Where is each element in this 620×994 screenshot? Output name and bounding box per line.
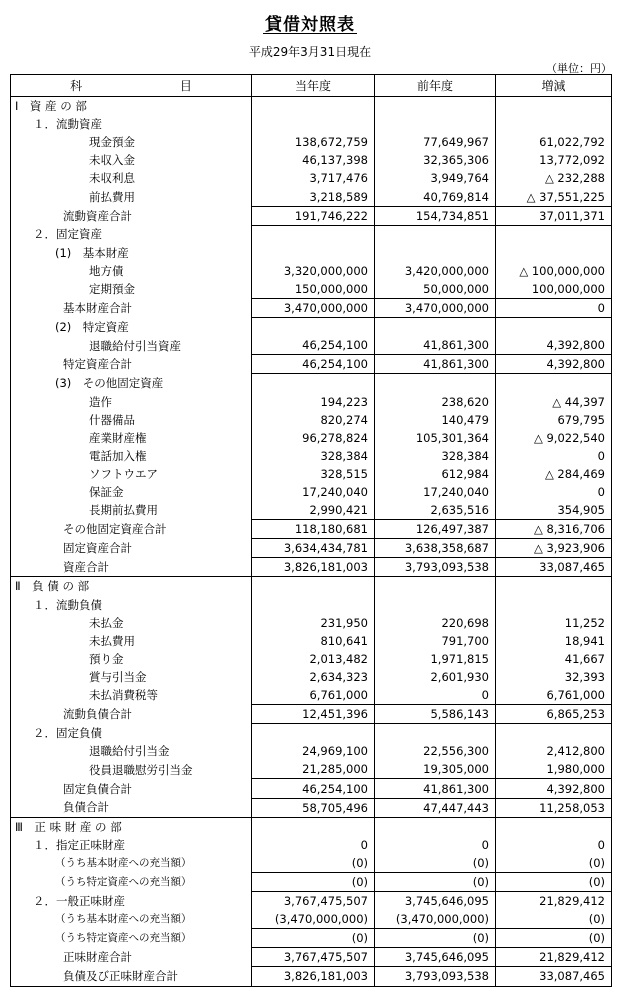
previous-year-value: 328,384	[375, 447, 496, 465]
change-value	[496, 244, 612, 262]
account-label: 什器備品	[11, 411, 252, 429]
change-value: 354,905	[496, 501, 612, 520]
current-year-value	[252, 244, 375, 262]
previous-year-value: 3,420,000,000	[375, 262, 496, 280]
previous-year-value: 2,635,516	[375, 501, 496, 520]
account-label: 未払金	[11, 614, 252, 632]
table-row	[11, 262, 612, 280]
previous-year-value: 22,556,300	[375, 742, 496, 760]
table-row	[11, 724, 612, 743]
change-value: 6,865,253	[496, 705, 612, 724]
current-year-value: 328,515	[252, 465, 375, 483]
change-value: 11,258,053	[496, 798, 612, 817]
account-label: 長期前払費用	[11, 501, 252, 520]
current-year-value: 24,969,100	[252, 742, 375, 760]
change-value	[496, 115, 612, 133]
previous-year-value	[375, 97, 496, 116]
current-year-value: 3,320,000,000	[252, 262, 375, 280]
table-row	[11, 225, 612, 244]
change-value: △ 8,316,706	[496, 520, 612, 539]
current-year-value: 6,761,000	[252, 686, 375, 705]
change-value	[496, 318, 612, 337]
previous-year-value: 238,620	[375, 393, 496, 411]
current-year-value: 3,767,475,507	[252, 892, 375, 911]
table-row	[11, 686, 612, 705]
current-year-value: 2,990,421	[252, 501, 375, 520]
account-label: 特定資産合計	[11, 355, 252, 374]
previous-year-value: 791,700	[375, 632, 496, 650]
previous-year-value: (0)	[375, 854, 496, 873]
previous-year-value	[375, 225, 496, 244]
current-year-value: 46,254,100	[252, 355, 375, 374]
account-label: 賞与引当金	[11, 668, 252, 686]
current-year-value: 21,285,000	[252, 760, 375, 779]
change-value: (0)	[496, 872, 612, 891]
account-header	[11, 75, 252, 97]
previous-year-value: 220,698	[375, 614, 496, 632]
previous-year-value: 40,769,814	[375, 187, 496, 206]
change-value: (0)	[496, 854, 612, 873]
previous-year-value: 3,793,093,538	[375, 967, 496, 986]
account-header-a: 科	[70, 79, 83, 93]
account-label: 未払消費税等	[11, 686, 252, 705]
change-value	[496, 596, 612, 614]
change-value: △ 37,551,225	[496, 187, 612, 206]
table-row	[11, 967, 612, 986]
change-value: 4,392,800	[496, 336, 612, 355]
table-row	[11, 374, 612, 393]
table-row	[11, 577, 612, 596]
current-year-value: 231,950	[252, 614, 375, 632]
account-label: Ⅲ 正 味 財 産 の 部	[11, 817, 252, 836]
table-row	[11, 393, 612, 411]
change-value: 33,087,465	[496, 558, 612, 577]
previous-year-value: 3,470,000,000	[375, 299, 496, 318]
current-year-value	[252, 318, 375, 337]
previous-year-value	[375, 318, 496, 337]
change-value	[496, 374, 612, 393]
account-label: Ⅱ 負 債 の 部	[11, 577, 252, 596]
previous-year-value	[375, 724, 496, 743]
title-underline	[263, 33, 357, 34]
change-value: 4,392,800	[496, 779, 612, 798]
account-label: 未収利息	[11, 169, 252, 187]
current-year-value: 2,013,482	[252, 650, 375, 668]
previous-year-value: 3,745,646,095	[375, 892, 496, 911]
account-label: （うち特定資産への充当額）	[11, 929, 252, 948]
previous-year-value: 41,861,300	[375, 336, 496, 355]
current-year-value: 96,278,824	[252, 429, 375, 447]
table-row	[11, 151, 612, 169]
table-row	[11, 299, 612, 318]
change-value: (0)	[496, 929, 612, 948]
table-row	[11, 429, 612, 447]
previous-year-value: 2,601,930	[375, 668, 496, 686]
account-label: 正味財産合計	[11, 948, 252, 967]
previous-year-value: 3,949,764	[375, 169, 496, 187]
table-row	[11, 836, 612, 854]
account-label: 預り金	[11, 650, 252, 668]
account-label: 流動負債合計	[11, 705, 252, 724]
change-value: △ 100,000,000	[496, 262, 612, 280]
account-label: 未収入金	[11, 151, 252, 169]
table-row	[11, 910, 612, 929]
table-row	[11, 760, 612, 779]
table-row	[11, 133, 612, 151]
current-year-value: 46,137,398	[252, 151, 375, 169]
previous-year-value: 41,861,300	[375, 779, 496, 798]
current-year-value	[252, 817, 375, 836]
current-year-value: 191,746,222	[252, 206, 375, 225]
previous-year-value: 612,984	[375, 465, 496, 483]
account-label: (2) 特定資産	[11, 318, 252, 337]
current-year-header: 当年度	[252, 75, 375, 97]
account-label: 負債及び正味財産合計	[11, 967, 252, 986]
current-year-value	[252, 577, 375, 596]
current-year-value: 138,672,759	[252, 133, 375, 151]
table-row	[11, 779, 612, 798]
current-year-value: (3,470,000,000)	[252, 910, 375, 929]
current-year-value: 3,470,000,000	[252, 299, 375, 318]
previous-year-value: 140,479	[375, 411, 496, 429]
account-label: 固定負債合計	[11, 779, 252, 798]
account-label: ２．固定資産	[11, 225, 252, 244]
account-label: 電話加入権	[11, 447, 252, 465]
previous-year-value: 50,000,000	[375, 280, 496, 299]
account-label: 流動資産合計	[11, 206, 252, 225]
table-row	[11, 244, 612, 262]
table-row	[11, 929, 612, 948]
change-value	[496, 724, 612, 743]
table-row	[11, 280, 612, 299]
current-year-value: 58,705,496	[252, 798, 375, 817]
previous-year-value: (0)	[375, 929, 496, 948]
table-row	[11, 115, 612, 133]
table-row	[11, 539, 612, 558]
current-year-value: (0)	[252, 854, 375, 873]
table-row	[11, 318, 612, 337]
current-year-value: 3,218,589	[252, 187, 375, 206]
table-row	[11, 206, 612, 225]
account-label: 基本財産合計	[11, 299, 252, 318]
change-value: 21,829,412	[496, 892, 612, 911]
change-value: 37,011,371	[496, 206, 612, 225]
change-value: 13,772,092	[496, 151, 612, 169]
current-year-value	[252, 115, 375, 133]
account-label: 資産合計	[11, 558, 252, 577]
change-value: 11,252	[496, 614, 612, 632]
change-value: △ 44,397	[496, 393, 612, 411]
account-label: （うち基本財産への充当額）	[11, 910, 252, 929]
header-row	[11, 75, 612, 97]
table-row	[11, 465, 612, 483]
table-row	[11, 892, 612, 911]
account-label: その他固定資産合計	[11, 520, 252, 539]
previous-year-value: 154,734,851	[375, 206, 496, 225]
current-year-value	[252, 225, 375, 244]
change-value: (0)	[496, 910, 612, 929]
current-year-value: 820,274	[252, 411, 375, 429]
table-row	[11, 817, 612, 836]
account-label: 前払費用	[11, 187, 252, 206]
account-label: 現金預金	[11, 133, 252, 151]
table-row	[11, 742, 612, 760]
account-label: ソフトウエア	[11, 465, 252, 483]
previous-year-value: 32,365,306	[375, 151, 496, 169]
change-value: △ 284,469	[496, 465, 612, 483]
previous-year-value	[375, 244, 496, 262]
table-row	[11, 411, 612, 429]
change-value: 100,000,000	[496, 280, 612, 299]
previous-year-value	[375, 115, 496, 133]
table-row	[11, 632, 612, 650]
current-year-value	[252, 724, 375, 743]
current-year-value: 46,254,100	[252, 779, 375, 798]
current-year-value: (0)	[252, 929, 375, 948]
table-row	[11, 169, 612, 187]
change-value: 0	[496, 836, 612, 854]
previous-year-value: 105,301,364	[375, 429, 496, 447]
table-row	[11, 798, 612, 817]
current-year-value: 46,254,100	[252, 336, 375, 355]
current-year-value	[252, 374, 375, 393]
account-label: （うち基本財産への充当額）	[11, 854, 252, 873]
current-year-value: 12,451,396	[252, 705, 375, 724]
account-label: 固定資産合計	[11, 539, 252, 558]
current-year-value: 3,826,181,003	[252, 558, 375, 577]
change-value: 0	[496, 447, 612, 465]
account-label: １．流動負債	[11, 596, 252, 614]
current-year-value: 3,767,475,507	[252, 948, 375, 967]
previous-year-value: 0	[375, 686, 496, 705]
previous-year-value: 19,305,000	[375, 760, 496, 779]
account-label: (3) その他固定資産	[11, 374, 252, 393]
current-year-value: 118,180,681	[252, 520, 375, 539]
account-label: 保証金	[11, 483, 252, 501]
change-value: 4,392,800	[496, 355, 612, 374]
current-year-value: (0)	[252, 872, 375, 891]
account-label: １．指定正味財産	[11, 836, 252, 854]
document-title: 貸借対照表	[265, 15, 355, 35]
account-label: 未払費用	[11, 632, 252, 650]
account-label: （うち特定資産への充当額）	[11, 872, 252, 891]
change-value: 41,667	[496, 650, 612, 668]
previous-year-value	[375, 577, 496, 596]
current-year-value: 150,000,000	[252, 280, 375, 299]
change-value: 18,941	[496, 632, 612, 650]
change-value: 0	[496, 299, 612, 318]
previous-year-value: 3,638,358,687	[375, 539, 496, 558]
account-label: 負債合計	[11, 798, 252, 817]
balance-sheet-table	[10, 74, 612, 987]
change-value: 0	[496, 483, 612, 501]
previous-year-value	[375, 817, 496, 836]
table-row	[11, 614, 612, 632]
table-row	[11, 854, 612, 873]
table-row	[11, 872, 612, 891]
change-value: △ 232,288	[496, 169, 612, 187]
unit-label: （単位：円）	[546, 62, 612, 75]
account-header-b: 目	[179, 79, 192, 93]
account-label: 造作	[11, 393, 252, 411]
previous-year-value: (0)	[375, 872, 496, 891]
table-row	[11, 336, 612, 355]
table-row	[11, 596, 612, 614]
previous-year-value: 3,793,093,538	[375, 558, 496, 577]
current-year-value: 2,634,323	[252, 668, 375, 686]
change-value	[496, 817, 612, 836]
change-value	[496, 225, 612, 244]
previous-year-value: (3,470,000,000)	[375, 910, 496, 929]
account-label: Ⅰ 資 産 の 部	[11, 97, 252, 116]
previous-year-value	[375, 596, 496, 614]
previous-year-value: 17,240,040	[375, 483, 496, 501]
previous-year-value: 126,497,387	[375, 520, 496, 539]
change-value	[496, 97, 612, 116]
current-year-value	[252, 596, 375, 614]
table-row	[11, 483, 612, 501]
current-year-value: 0	[252, 836, 375, 854]
change-value: 6,761,000	[496, 686, 612, 705]
current-year-value: 194,223	[252, 393, 375, 411]
previous-year-value: 47,447,443	[375, 798, 496, 817]
change-value	[496, 577, 612, 596]
change-value: 21,829,412	[496, 948, 612, 967]
account-label: １．流動資産	[11, 115, 252, 133]
account-label: ２．固定負債	[11, 724, 252, 743]
table-row	[11, 501, 612, 520]
table-row	[11, 558, 612, 577]
current-year-value: 17,240,040	[252, 483, 375, 501]
current-year-value: 328,384	[252, 447, 375, 465]
account-label: 地方債	[11, 262, 252, 280]
current-year-value: 810,641	[252, 632, 375, 650]
account-label: (1) 基本財産	[11, 244, 252, 262]
table-row	[11, 650, 612, 668]
account-label: 産業財産権	[11, 429, 252, 447]
current-year-value: 3,634,434,781	[252, 539, 375, 558]
table-row	[11, 520, 612, 539]
previous-year-header: 前年度	[375, 75, 496, 97]
account-label: 退職給付引当資産	[11, 336, 252, 355]
previous-year-value	[375, 374, 496, 393]
previous-year-value: 41,861,300	[375, 355, 496, 374]
table-row	[11, 948, 612, 967]
table-row	[11, 705, 612, 724]
previous-year-value: 77,649,967	[375, 133, 496, 151]
change-value: 1,980,000	[496, 760, 612, 779]
previous-year-value: 3,745,646,095	[375, 948, 496, 967]
table-row	[11, 187, 612, 206]
previous-year-value: 0	[375, 836, 496, 854]
previous-year-value: 1,971,815	[375, 650, 496, 668]
account-label: ２．一般正味財産	[11, 892, 252, 911]
report-date: 平成29年3月31日現在	[248, 45, 372, 59]
account-label: 役員退職慰労引当金	[11, 760, 252, 779]
current-year-value: 3,826,181,003	[252, 967, 375, 986]
previous-year-value: 5,586,143	[375, 705, 496, 724]
change-value: 32,393	[496, 668, 612, 686]
table-row	[11, 668, 612, 686]
current-year-value: 3,717,476	[252, 169, 375, 187]
account-label: 定期預金	[11, 280, 252, 299]
current-year-value	[252, 97, 375, 116]
account-label: 退職給付引当金	[11, 742, 252, 760]
table-row	[11, 97, 612, 116]
table-row	[11, 355, 612, 374]
change-value: 33,087,465	[496, 967, 612, 986]
table-row	[11, 447, 612, 465]
change-value: 679,795	[496, 411, 612, 429]
change-value: △ 3,923,906	[496, 539, 612, 558]
change-value: △ 9,022,540	[496, 429, 612, 447]
change-value: 2,412,800	[496, 742, 612, 760]
change-value: 61,022,792	[496, 133, 612, 151]
change-header: 増減	[496, 75, 612, 97]
